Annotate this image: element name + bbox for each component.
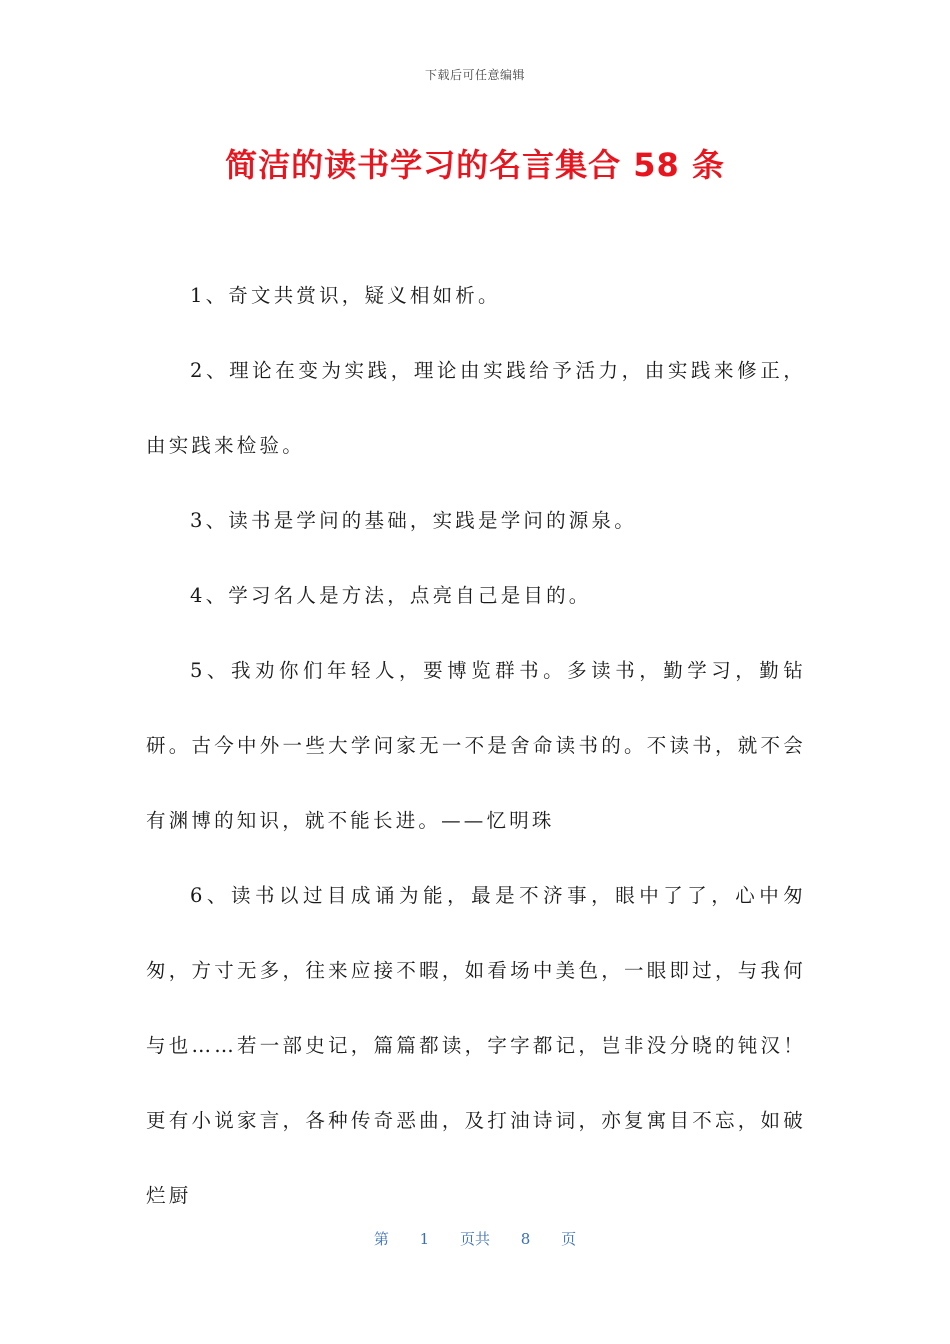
- document-title: 简洁的读书学习的名言集合 58 条: [225, 146, 725, 184]
- page-header-note: 下载后可任意编辑: [424, 68, 525, 82]
- footer-label-page: 第: [373, 1230, 389, 1248]
- document-body: [146, 258, 806, 1233]
- quote-paragraph-4: 4、学习名人是方法，点亮自己是目的。: [190, 584, 592, 607]
- quote-paragraph-1: 1、奇文共赏识，疑义相如析。: [190, 284, 501, 307]
- footer-label-total: 页共: [459, 1230, 490, 1248]
- quote-paragraph-3: 3、读书是学问的基础，实践是学问的源泉。: [190, 509, 637, 532]
- footer-current-page: 1: [419, 1230, 430, 1248]
- footer-label-end: 页: [561, 1230, 577, 1248]
- page-footer: [0, 1228, 950, 1249]
- footer-total-pages: 8: [520, 1230, 531, 1248]
- quote-paragraph-6: 6、读书以过目成诵为能，最是不济事，眼中了了，心中匆匆，方寸无多，往来应接不暇，如看场中美色，一眼即过，与我何与也……若一部史记，篇篇都读，字字都记，岂非没分晓的钝汉！更有小说家言，各种传奇恶曲，及打油诗词，亦复寓目不忘，如破烂厨: [146, 884, 806, 1207]
- quote-paragraph-2: 2、理论在变为实践，理论由实践给予活力，由实践来修正，由实践来检验。: [146, 359, 806, 457]
- quote-paragraph-5: 5、我劝你们年轻人，要博览群书。多读书，勤学习，勤钻研。古今中外一些大学问家无一不是舍命读书的。不读书，就不会有渊博的知识，就不能长进。——忆明珠: [146, 659, 806, 832]
